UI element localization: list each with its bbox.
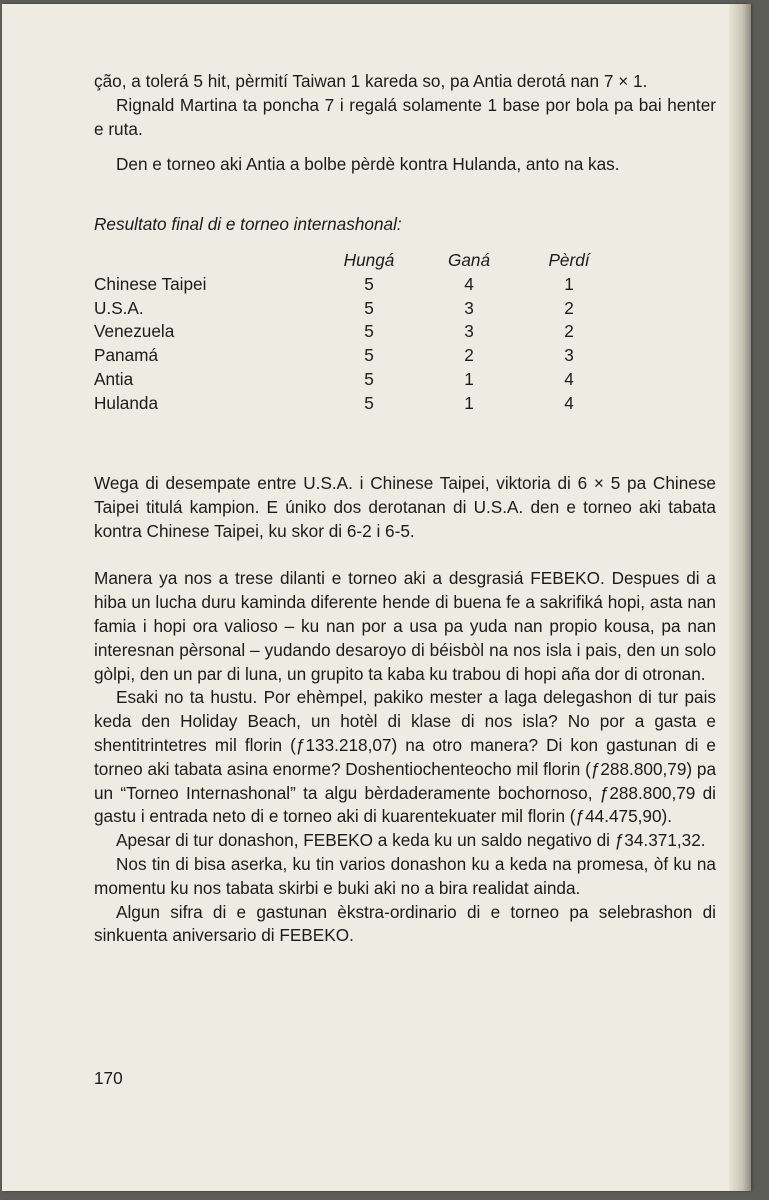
lost-value: 4 xyxy=(564,368,574,389)
team-name: Chinese Taipei xyxy=(94,273,207,294)
paragraph-antia: Den e torneo aki Antia a bolbe pèrdè kontra Hulanda, anto na kas. xyxy=(116,154,620,175)
played-value: 5 xyxy=(364,368,374,389)
paragraph-apesar: Apesar di tur donashon, FEBEKO a keda ku un saldo negativo di ƒ34.371,32. xyxy=(116,830,706,851)
played-value: 5 xyxy=(364,321,374,342)
lost-value: 2 xyxy=(564,297,574,318)
won-value: 3 xyxy=(464,321,474,342)
table-row xyxy=(94,368,619,392)
paragraph-nos: Nos tin di bisa aserka, ku tin varios donashon ku a keda na promesa, òf ku na momentu ku nos tabata skirbi e buki aki no a bira realidat ainda. xyxy=(94,853,716,898)
played-value: 5 xyxy=(364,345,374,366)
header-played: Hungá xyxy=(343,249,395,270)
won-value: 3 xyxy=(464,297,474,318)
lost-value: 3 xyxy=(564,345,574,366)
played-value: 5 xyxy=(364,392,374,413)
lost-value: 4 xyxy=(564,392,574,413)
table-row xyxy=(94,392,619,416)
team-name: Hulanda xyxy=(94,392,159,413)
table-row xyxy=(94,320,619,344)
team-name: Venezuela xyxy=(94,321,175,342)
lost-value: 2 xyxy=(564,321,574,342)
book-spine-shadow xyxy=(729,4,751,1191)
header-won: Ganá xyxy=(447,249,491,270)
played-value: 5 xyxy=(364,273,374,294)
table-row xyxy=(94,273,619,297)
paragraph-manera: Manera ya nos a trese dilanti e torneo aki a desgrasiá FEBEKO. Despues di a hiba un lucha duru kaminda diferente hende di buena fe a sakrifiká hopi, asta nan famia i hopi ora valioso – ku nan por a usa pa yuda nan propio kousa, pa nan interesnan pèrsonal – yudando desaroyo di béisbòl na nos isla i pais, den un solo gòlpi, den un par di luna, un grupito ta kaba ku trabou di hopi aña dor di otronan. xyxy=(94,568,716,684)
paragraph-wega: Wega di desempate entre U.S.A. i Chinese Taipei, viktoria di 6 × 5 pa Chinese Taipei titulá kampion. E úniko dos derotanan di U.S.A. den e torneo aki tabata kontra Chinese Taipei, ku skor di 6-2 i 6-5. xyxy=(94,473,716,541)
book-page xyxy=(2,4,750,1191)
page-text-top xyxy=(94,70,716,416)
header-lost: Pèrdí xyxy=(548,249,590,270)
won-value: 2 xyxy=(464,345,474,366)
results-title: Resultato final di e torneo internashonal: xyxy=(94,214,402,235)
lost-value: 1 xyxy=(564,273,574,294)
page-number: 170 xyxy=(94,1068,123,1088)
won-value: 1 xyxy=(464,392,474,413)
team-name: U.S.A. xyxy=(94,297,144,318)
team-name: Panamá xyxy=(94,345,159,366)
results-header-row xyxy=(94,249,619,273)
table-row xyxy=(94,297,619,321)
paragraph-rignald: Rignald Martina ta poncha 7 i regalá solamente 1 base por bola pa bai henter e ruta. xyxy=(94,94,716,139)
won-value: 1 xyxy=(464,368,474,389)
paragraph-cont: ção, a tolerá 5 hit, pèrmití Taiwan 1 kareda so, pa Antia derotá nan 7 × 1. xyxy=(94,71,648,91)
won-value: 4 xyxy=(464,273,474,294)
paragraph-algun: Algun sifra di e gastunan èkstra-ordinario di e torneo pa selebrashon di sinkuenta aniversario di FEBEKO. xyxy=(94,901,716,946)
team-name: Antia xyxy=(94,368,134,389)
paragraph-esaki: Esaki no ta hustu. Por ehèmpel, pakiko mester a laga delegashon di tur pais keda den Holiday Beach, un hotèl di klase di nos isla? No por a gasta e shentitrintetres mil florin (ƒ133.218,07) na otro manera? Di kon gastunan di e torneo aki tabata asina enorme? Doshentiochenteocho mil florin (ƒ288.800,79) pa un “Torneo Internashonal” ta algu bèrdaderamente bochornoso, ƒ288.800,79 di gastu i entrada neto di e torneo aki di kuarentekuater mil florin (ƒ44.475,90). xyxy=(94,687,717,827)
played-value: 5 xyxy=(364,297,374,318)
table-row xyxy=(94,344,619,368)
page-text-bottom xyxy=(94,472,716,948)
results-table xyxy=(94,249,619,416)
